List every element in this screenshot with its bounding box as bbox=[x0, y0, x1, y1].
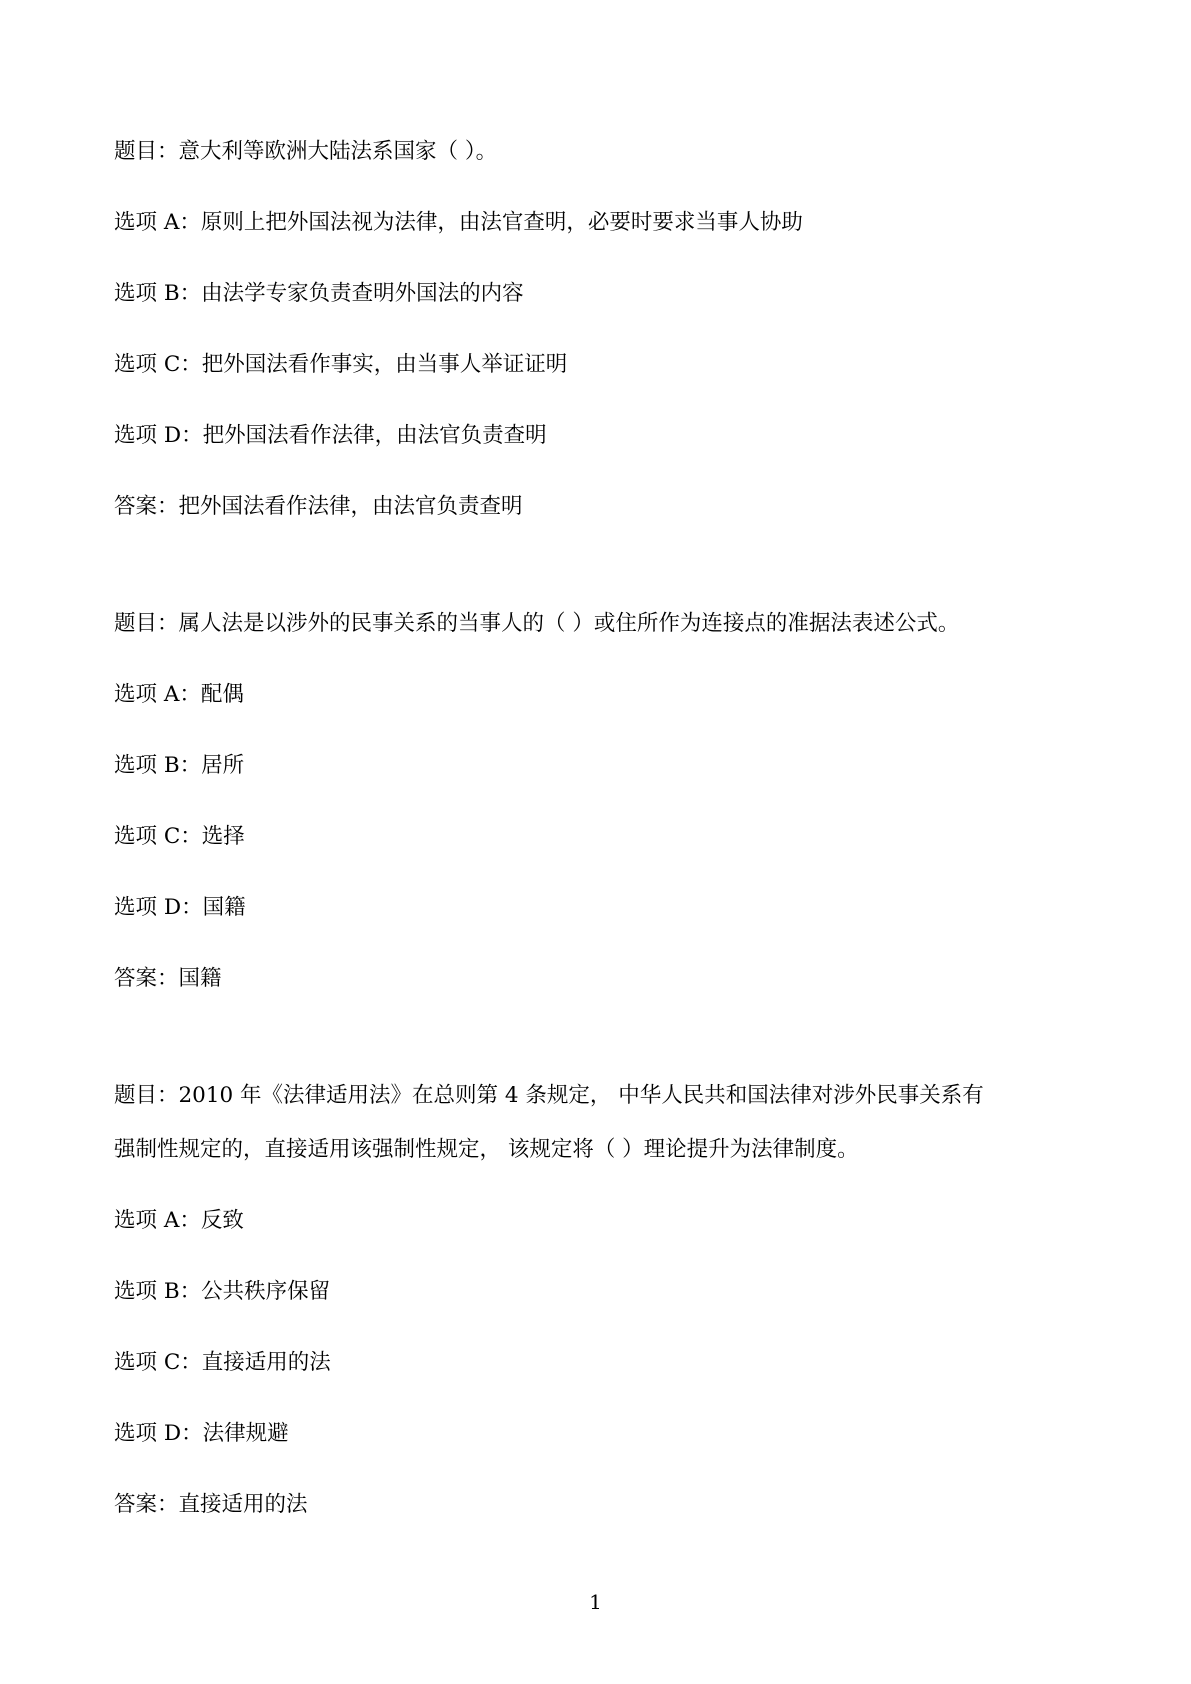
question-2-option-a: 选项 A：配偶 bbox=[114, 682, 244, 707]
question-2-option-b: 选项 B：居所 bbox=[114, 753, 245, 778]
question-2-option-d: 选项 D：国籍 bbox=[114, 895, 246, 920]
question-3-option-b: 选项 B：公共秩序保留 bbox=[114, 1279, 331, 1304]
question-3-text-line-2: 强制性规定的，直接适用该强制性规定， 该规定将（ ）理论提升为法律制度。 bbox=[114, 1137, 859, 1162]
question-3-option-d: 选项 D：法律规避 bbox=[114, 1421, 289, 1446]
page-number: 1 bbox=[589, 1590, 602, 1614]
question-3-option-c: 选项 C：直接适用的法 bbox=[114, 1350, 331, 1375]
question-3-answer: 答案：直接适用的法 bbox=[114, 1492, 308, 1517]
question-2-option-c: 选项 C：选择 bbox=[114, 824, 245, 849]
question-2-answer: 答案：国籍 bbox=[114, 966, 222, 991]
question-2-text: 题目：属人法是以涉外的民事关系的当事人的（ ）或住所作为连接点的准据法表述公式。 bbox=[114, 611, 960, 636]
question-1-option-c: 选项 C：把外国法看作事实，由当事人举证证明 bbox=[114, 352, 568, 377]
question-1-option-b: 选项 B：由法学专家负责查明外国法的内容 bbox=[114, 281, 524, 306]
question-3-text-line-1: 题目：2010 年《法律适用法》在总则第 4 条规定， 中华人民共和国法律对涉外民事关系有 bbox=[114, 1083, 984, 1108]
question-1-answer: 答案：把外国法看作法律，由法官负责查明 bbox=[114, 494, 523, 519]
question-1-option-d: 选项 D：把外国法看作法律，由法官负责查明 bbox=[114, 423, 547, 448]
question-1-text: 题目：意大利等欧洲大陆法系国家（ ）。 bbox=[114, 139, 498, 164]
question-3-option-a: 选项 A：反致 bbox=[114, 1208, 244, 1233]
question-1-option-a: 选项 A：原则上把外国法视为法律，由法官查明，必要时要求当事人协助 bbox=[114, 210, 803, 235]
